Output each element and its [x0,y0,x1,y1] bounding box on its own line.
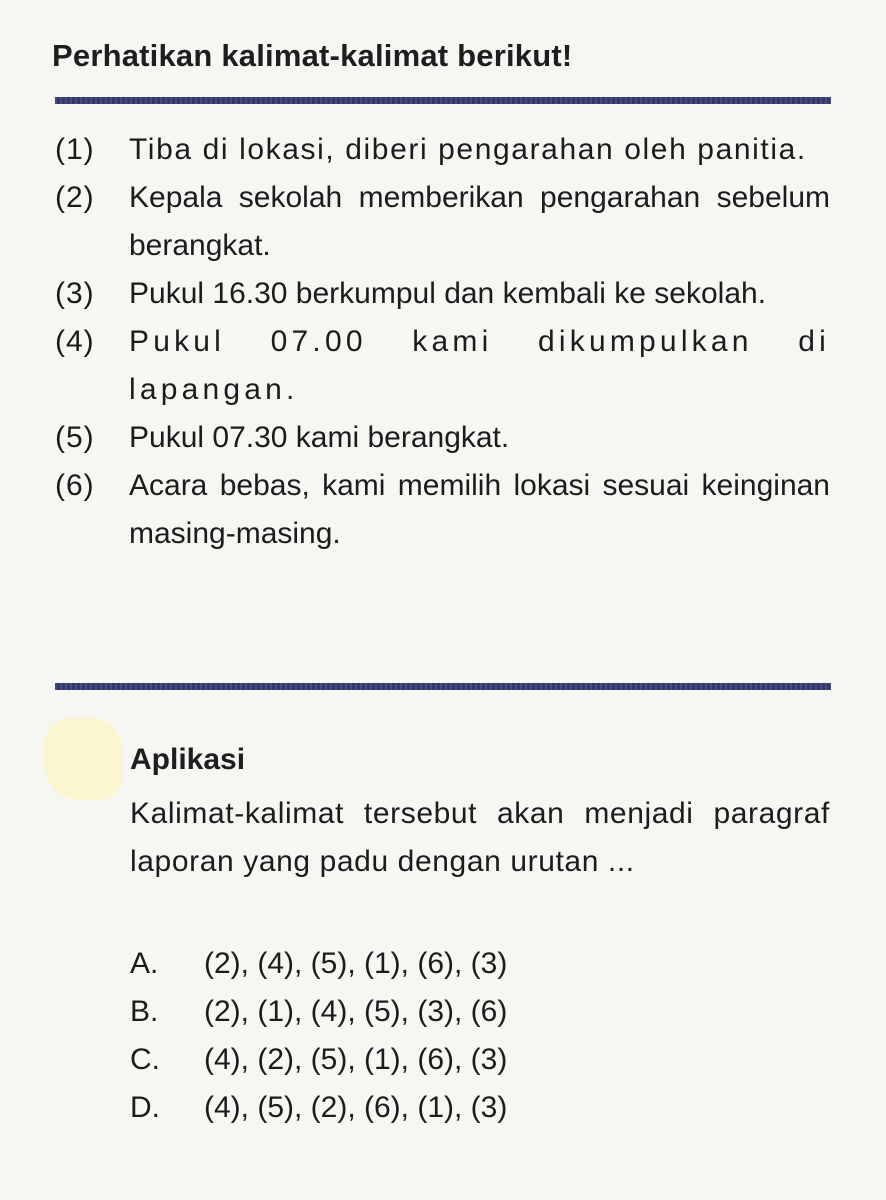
sentence-list [55,126,830,558]
option-letter: C. [130,1043,160,1076]
option-text: (2), (1), (4), (5), (3), (6) [204,995,508,1028]
highlighter-mark [44,718,122,800]
sentence-text: Kepala sekolah memberikan pengarahan sebelum berangkat. [129,181,830,262]
option-d[interactable] [130,1084,507,1132]
sentence-item [55,462,830,558]
option-text: (4), (2), (5), (1), (6), (3) [204,1043,508,1076]
bottom-divider [55,683,831,690]
answer-options [130,940,507,1132]
sentence-text: Pukul 07.00 kami dikumpulkan di lapangan. [129,325,830,406]
option-b[interactable] [130,988,507,1036]
question-text [130,790,830,886]
sentence-item [55,126,830,174]
sentence-number: (4) [55,325,95,358]
option-a[interactable] [130,940,507,988]
option-text: (4), (5), (2), (6), (1), (3) [204,1091,508,1124]
sentence-number: (1) [55,133,95,166]
question-stem: Kalimat-kalimat tersebut akan menjadi paragraf laporan yang padu dengan urutan ... [130,797,830,878]
application-title: Aplikasi [130,743,246,776]
sentence-number: (6) [55,469,95,502]
sentence-text: Acara bebas, kami memilih lokasi sesuai keinginan masing-masing. [129,469,830,550]
sentence-item [55,414,830,462]
top-divider [55,97,831,104]
sentence-number: (2) [55,181,95,214]
sentence-item [55,270,830,318]
option-text: (2), (4), (5), (1), (6), (3) [204,947,508,980]
option-letter: A. [130,947,159,980]
sentence-item [55,318,830,414]
section-heading: Perhatikan kalimat-kalimat berikut! [52,38,573,73]
option-c[interactable] [130,1036,507,1084]
sentence-number: (3) [55,277,95,310]
sentence-item [55,174,830,270]
option-letter: D. [130,1091,160,1124]
sentence-text: Pukul 07.30 kami berangkat. [129,421,510,454]
option-letter: B. [130,995,159,1028]
sentence-text: Pukul 16.30 berkumpul dan kembali ke sekolah. [129,277,767,310]
sentence-number: (5) [55,421,95,454]
sentence-text: Tiba di lokasi, diberi pengarahan oleh panitia. [129,133,807,166]
